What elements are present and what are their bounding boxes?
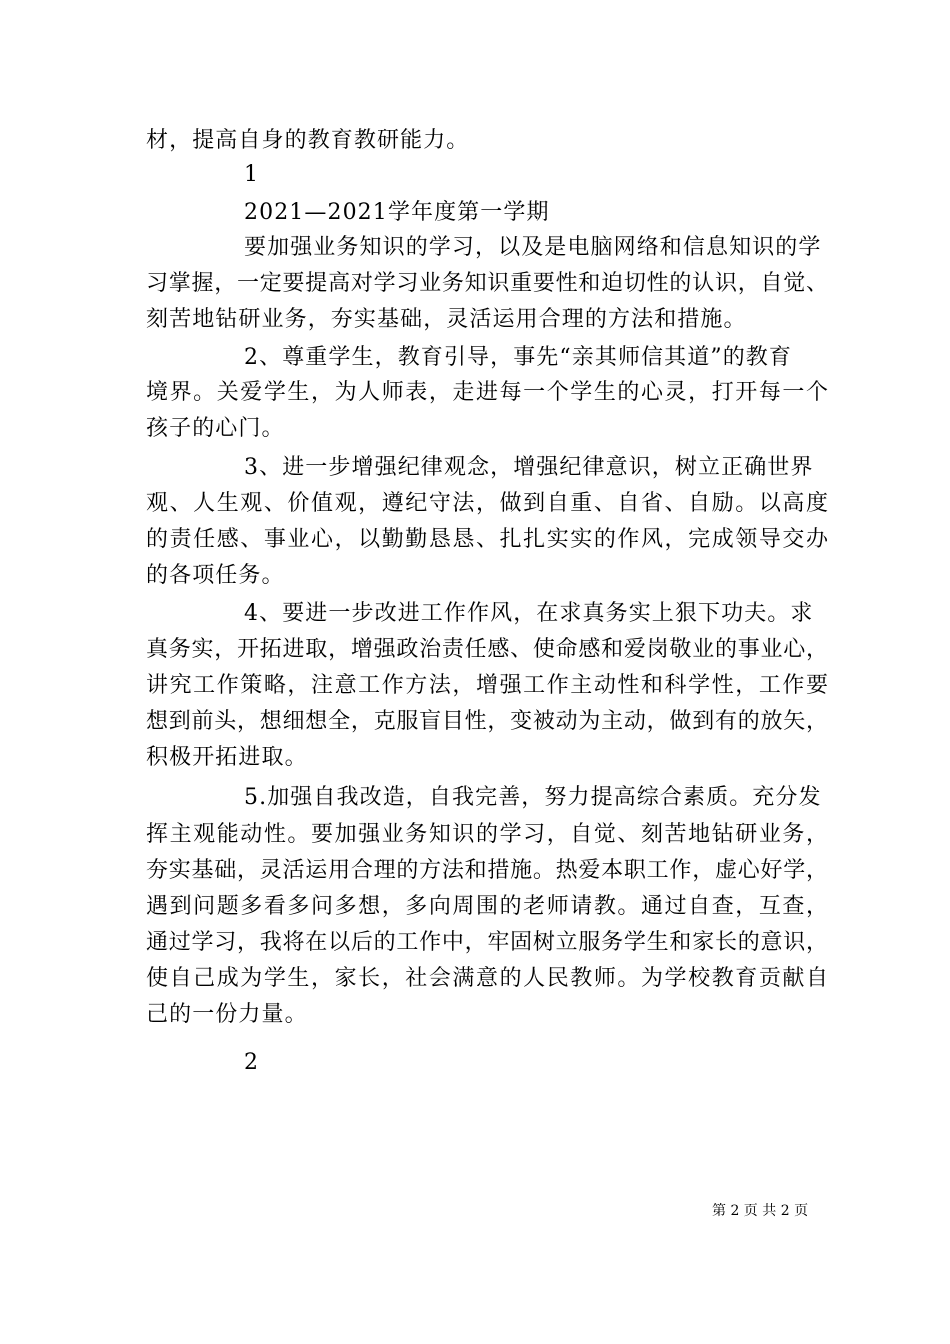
text-line: 夯实基础，灵活运用合理的方法和措施。热爱本职工作，虚心好学， xyxy=(146,858,828,883)
text-line: 5.加强自我改造，自我完善，努力提高综合素质。充分发 xyxy=(244,785,822,810)
page-marker: 2 xyxy=(244,1050,260,1075)
text-line: 真务实，开拓进取，增强政治责任感、使命感和爱岗敬业的事业心， xyxy=(146,637,828,662)
text-line: 观、人生观、价值观，遵纪守法，做到自重、自省、自励。以高度 xyxy=(146,491,828,516)
text-line: 遇到问题多看多问多想，多向周围的老师请教。通过自查，互查， xyxy=(146,894,828,919)
text-line: 的各项任务。 xyxy=(146,563,285,588)
text-line: 想到前头，想细想全，克服盲目性，变被动为主动，做到有的放矢， xyxy=(146,709,828,734)
page-footer: 第 2 页 共 2 页 xyxy=(712,1203,809,1219)
text-line: 的责任感、事业心，以勤勤恳恳、扎扎实实的作风，完成领导交办 xyxy=(146,527,828,552)
text-line: 挥主观能动性。要加强业务知识的学习，自觉、刻苦地钻研业务， xyxy=(146,822,828,847)
text-line: 刻苦地钻研业务，夯实基础，灵活运用合理的方法和措施。 xyxy=(146,307,747,332)
text-line: 3、进一步增强纪律观念，增强纪律意识，树立正确世界 xyxy=(244,455,814,480)
text-line: 使自己成为学生，家长，社会满意的人民教师。为学校教育贡献自 xyxy=(146,966,828,991)
text-line: 材，提高自身的教育教研能力。 xyxy=(146,128,470,153)
text-line: 讲究工作策略，注意工作方法，增强工作主动性和科学性，工作要 xyxy=(146,673,828,698)
text-line: 通过学习，我将在以后的工作中，牢固树立服务学生和家长的意识， xyxy=(146,930,828,955)
text-line: 积极开拓进取。 xyxy=(146,745,308,770)
text-line: 2、尊重学生，教育引导，事先“亲其师信其道”的教育 xyxy=(244,345,792,370)
text-line: 孩子的心门。 xyxy=(146,416,285,441)
text-line: 4、要进一步改进工作作风，在求真务实上狠下功夫。求 xyxy=(244,601,814,626)
page-marker: 1 xyxy=(244,162,260,187)
text-line: 境界。关爱学生，为人师表，走进每一个学生的心灵，打开每一个 xyxy=(146,380,828,405)
text-line: 习掌握，一定要提高对学习业务知识重要性和迫切性的认识，自觉、 xyxy=(146,271,828,296)
text-line: 己的一份力量。 xyxy=(146,1002,308,1027)
text-line: 要加强业务知识的学习，以及是电脑网络和信息知识的学 xyxy=(244,235,822,260)
semester-heading: 2021—2021学年度第一学期 xyxy=(244,200,550,225)
